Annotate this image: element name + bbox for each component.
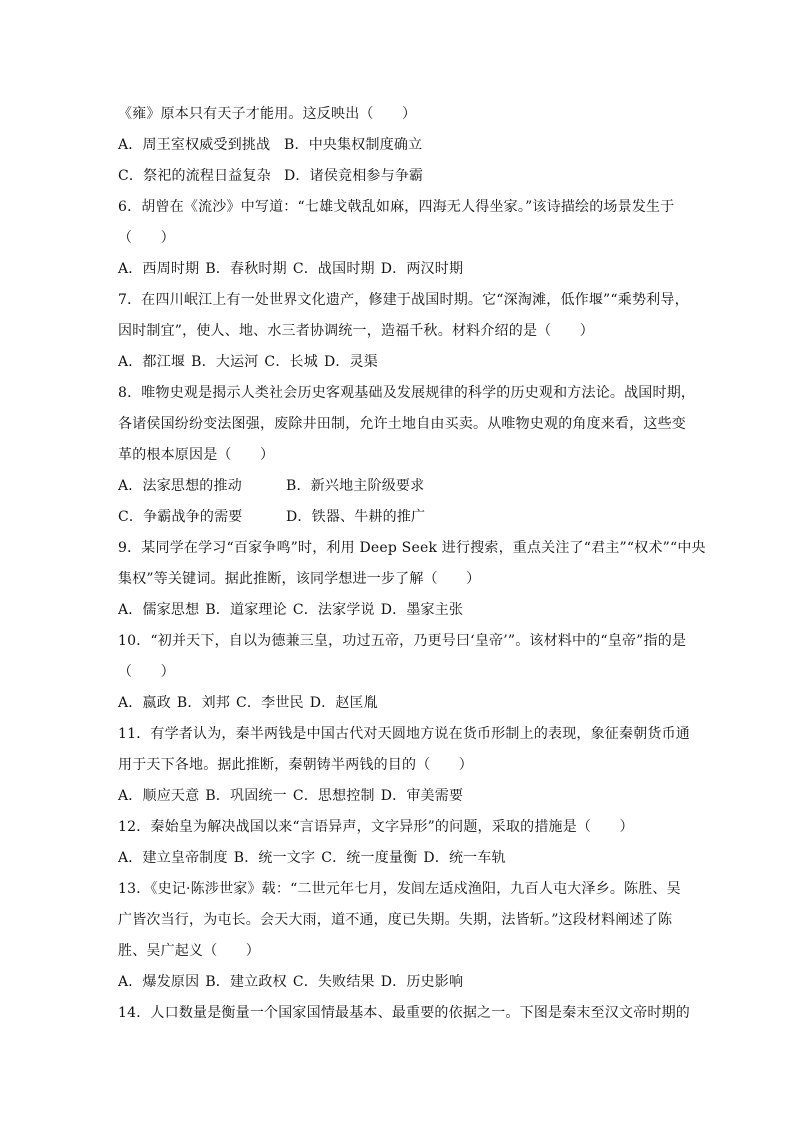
answer-option: C．李世民 [236,695,304,711]
options-row [118,502,688,533]
question-stem-line: 12．秦始皇为解决战国以来“言语异声，文字异形”的问题，采取的措施是（ ） [118,819,634,835]
question-q12 [118,812,688,874]
answer-option: B．道家理论 [205,602,287,618]
question-stem-line: 因时制宜”，使人、地、水三者协调统一，造福千秋。材料介绍的是（ ） [118,323,594,339]
answer-option: D．赵匡胤 [309,695,378,711]
answer-option: B．大运河 [191,354,259,370]
question-q5-tail [118,99,688,192]
question-q11 [118,719,691,812]
question-stem-line: 8．唯物史观是揭示人类社会历史客观基础及发展规律的科学的历史观和方法论。战国时期， [118,385,696,401]
answer-option: C．思想控制 [292,788,375,804]
question-q9 [118,533,706,626]
options-row [118,130,688,161]
answer-option: C．争霸战争的需要 [118,509,243,525]
question-stem-line: 胜、吴广起义（ ） [118,943,260,959]
options-row [118,254,688,285]
answer-option: A．顺应天意 [118,788,200,804]
exam-page [118,99,706,1029]
question-stem-line: 《雍》原本只有天子才能用。这反映出（ ） [118,106,417,122]
answer-option: C．失败结果 [292,974,375,990]
question-q8 [118,378,696,533]
question-q13 [118,874,688,998]
answer-option: A．爆发原因 [118,974,200,990]
question-stem-line: 14．人口数量是衡量一个国家国情最基本、最重要的依据之一。下图是秦末至汉文帝时期的 [118,1005,691,1021]
question-stem-line: 7．在四川岷江上有一处世界文化遗产，修建于战国时期。它“深淘滩，低作堰”“乘势利导， [118,292,689,308]
question-stem-line: 10．“初并天下，自以为德兼三皇，功过五帝，乃更号曰‘皇帝’”。该材料中的“皇帝”指的是 [118,633,687,649]
answer-option: B．巩固统一 [205,788,287,804]
question-stem-line: 13．《史记·陈涉世家》载：“二世元年七月，发闾左适戍渔阳，九百人屯大泽乡。陈胜、吴 [118,881,681,897]
answer-option: C．祭祀的流程日益复杂 [118,168,271,184]
answer-option: A．儒家思想 [118,602,200,618]
answer-option: D．历史影响 [380,974,464,990]
answer-option: D．铁器、牛耕的推广 [286,509,426,525]
answer-option: D．诸侯竞相参与争霸 [284,168,424,184]
question-q10 [118,626,688,719]
question-stem-line: 广皆次当行，为屯长。会天大雨，道不通，度已失期。失期，法皆斩。”这段材料阐述了陈 [118,912,673,928]
answer-option: D．统一车轨 [423,850,506,866]
options-row [118,967,688,998]
answer-option: A．建立皇帝制度 [118,850,228,866]
answer-option: C．法家学说 [292,602,375,618]
question-q7 [118,285,688,378]
question-stem-line: （ ） [118,664,175,680]
options-row [118,471,688,502]
question-stem-line: 9．某同学在学习“百家争鸣”时，利用 Deep Seek 进行搜索，重点关注了“君主”“权术”“中央 [118,540,706,556]
answer-option: C．长城 [264,354,318,370]
answer-option: B．春秋时期 [205,261,287,277]
answer-option: A．法家思想的推动 [118,478,242,494]
answer-option: D．灵渠 [323,354,378,370]
answer-option: A．周王室权威受到挑战 [118,137,271,153]
answer-option: B．刘邦 [176,695,231,711]
question-stem-line: （ ） [118,230,175,246]
options-row [118,595,688,626]
answer-option: A．西周时期 [118,261,200,277]
options-row [118,347,688,378]
question-stem-line: 6．胡曾在《流沙》中写道：“七雄戈戟乱如麻，四海无人得坐家。”该诗描绘的场景发生于 [118,199,675,215]
answer-option: A．嬴政 [118,695,171,711]
question-stem-line: 革的根本原因是（ ） [118,447,275,463]
answer-option: B．新兴地主阶级要求 [286,478,425,494]
question-q6 [118,192,688,285]
answer-option: B．建立政权 [205,974,287,990]
question-stem-line: 各诸侯国纷纷变法图强，废除井田制，允许土地自由买卖。从唯物史观的角度来看，这些变 [118,416,686,432]
options-row [118,161,688,192]
answer-option: B．统一文字 [233,850,316,866]
answer-option: D．两汉时期 [380,261,464,277]
question-stem-line: 用于天下各地。据此推断，秦朝铸半两钱的目的（ ） [118,757,473,773]
question-stem-line: 11．有学者认为，秦半两钱是中国古代对天圆地方说在货币形制上的表现，象征秦朝货币通 [118,726,691,742]
answer-option: D．墨家主张 [380,602,464,618]
answer-option: C．统一度量衡 [321,850,418,866]
options-row [118,688,688,719]
answer-option: C．战国时期 [292,261,375,277]
question-stem-line: 集权”等关键词。据此推断，该同学想进一步了解（ ） [118,571,481,587]
answer-option: A．都江堰 [118,354,186,370]
options-row [118,843,688,874]
answer-option: B．中央集权制度确立 [284,137,423,153]
answer-option: D．审美需要 [380,788,464,804]
options-row [118,781,688,812]
question-q14-head [118,998,691,1029]
